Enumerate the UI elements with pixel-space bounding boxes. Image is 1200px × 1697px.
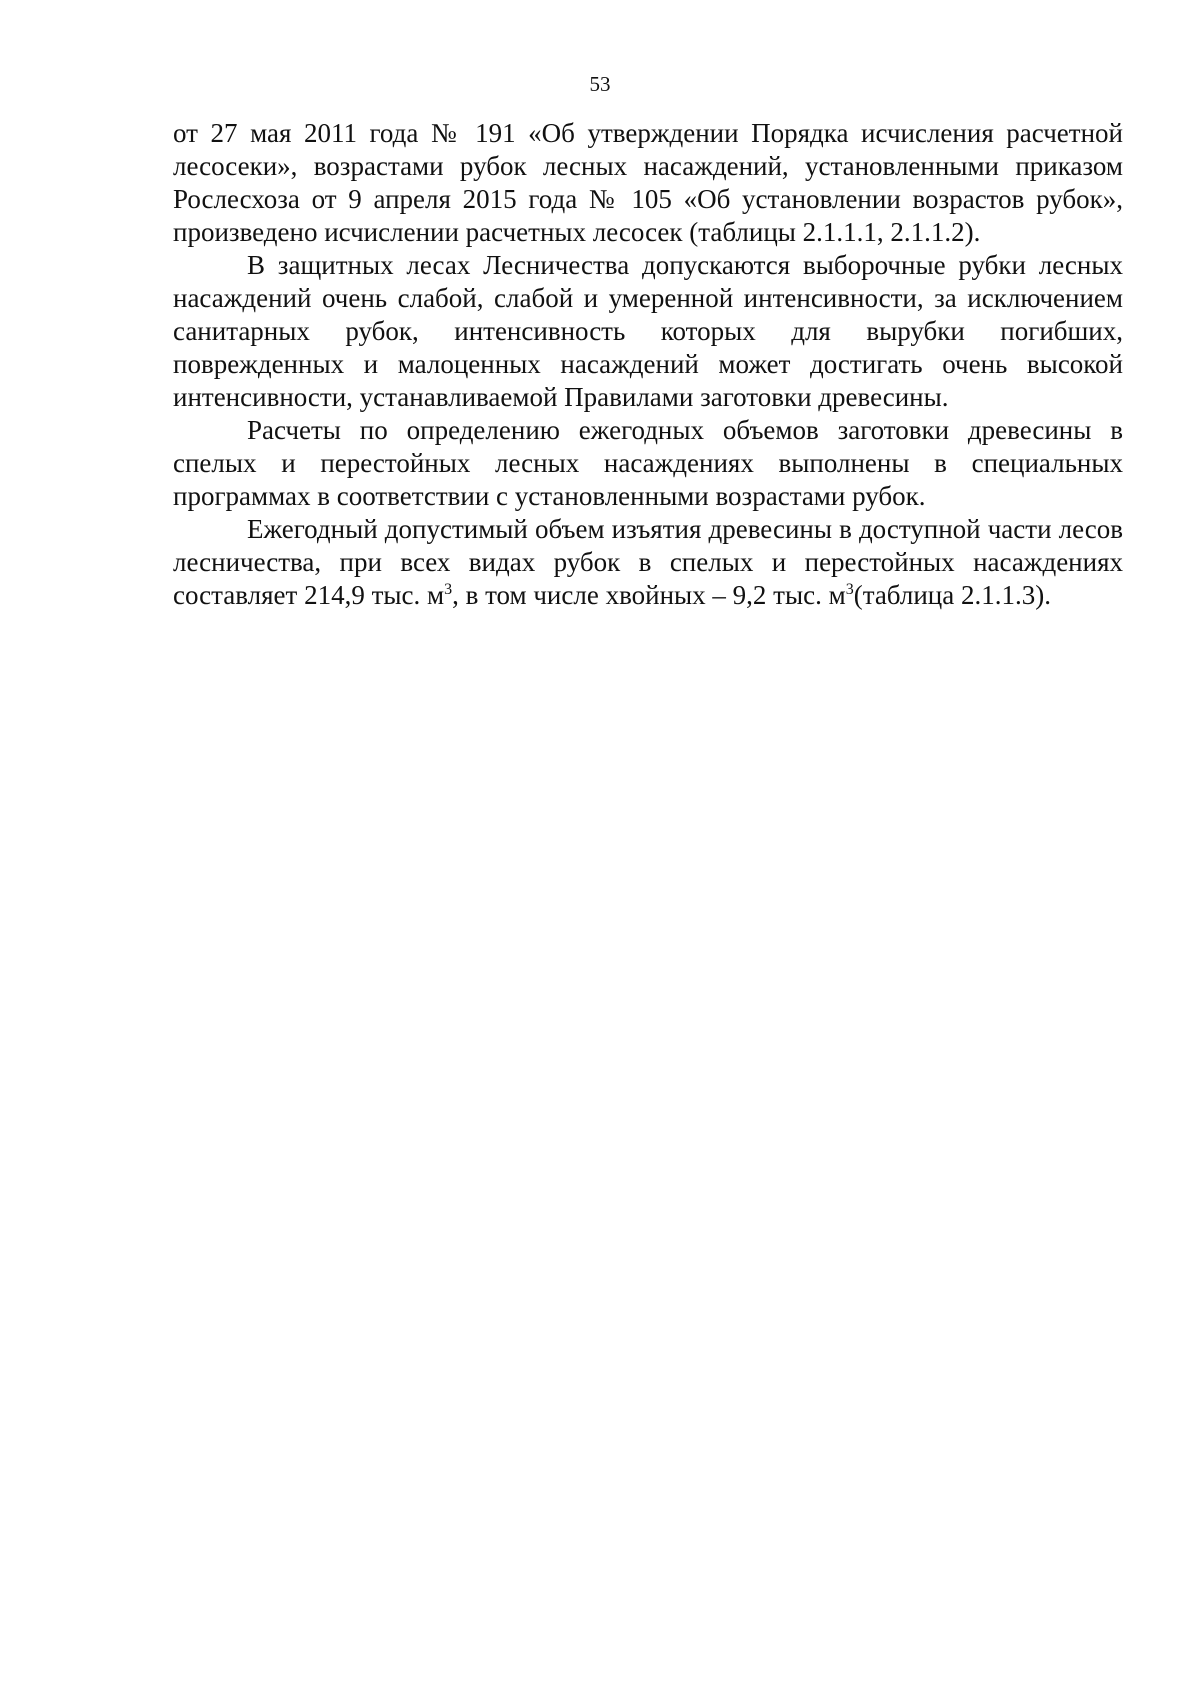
- paragraph-4-part-3: (таблица 2.1.1.3).: [853, 580, 1051, 610]
- body-text: [173, 117, 1123, 612]
- paragraph-1: от 27 мая 2011 года № 191 «Об утверждении Порядка исчисления расчетной лесосеки», возрастами рубок лесных насаждений, установленными приказом Рослесхоза от 9 апреля 2015 года № 105 «Об установлении возрастов рубок», произведено исчислении расчетных лесосек (таблицы 2.1.1.1, 2.1.1.2).: [173, 118, 1123, 247]
- paragraph-4-part-2: , в том числе хвойных – 9,2 тыс. м: [452, 580, 846, 610]
- cubic-superscript-1: 3: [444, 581, 453, 598]
- paragraph-4: [173, 513, 1123, 612]
- page-number: 53: [589, 72, 611, 96]
- cubic-superscript-2: 3: [845, 581, 854, 598]
- paragraph-3: Расчеты по определению ежегодных объемов заготовки древесины в спелых и перестойных лесных насаждениях выполнены в специальных программах в соответствии с установленными возрастами рубок.: [173, 415, 1123, 511]
- paragraph-4-part-1: Ежегодный допустимый объем изъятия древесины в доступной части лесов лесничества, при всех видах рубок в спелых и перестойных насаждениях составляет 214,9 тыс. м: [173, 514, 1123, 610]
- paragraph-2: В защитных лесах Лесничества допускаются выборочные рубки лесных насаждений очень слабой, слабой и умеренной интенсивности, за исключением санитарных рубок, интенсивность которых для вырубки погибших, поврежденных и малоценных насаждений может достигать очень высокой интенсивности, устанавливаемой Правилами заготовки древесины.: [173, 250, 1123, 412]
